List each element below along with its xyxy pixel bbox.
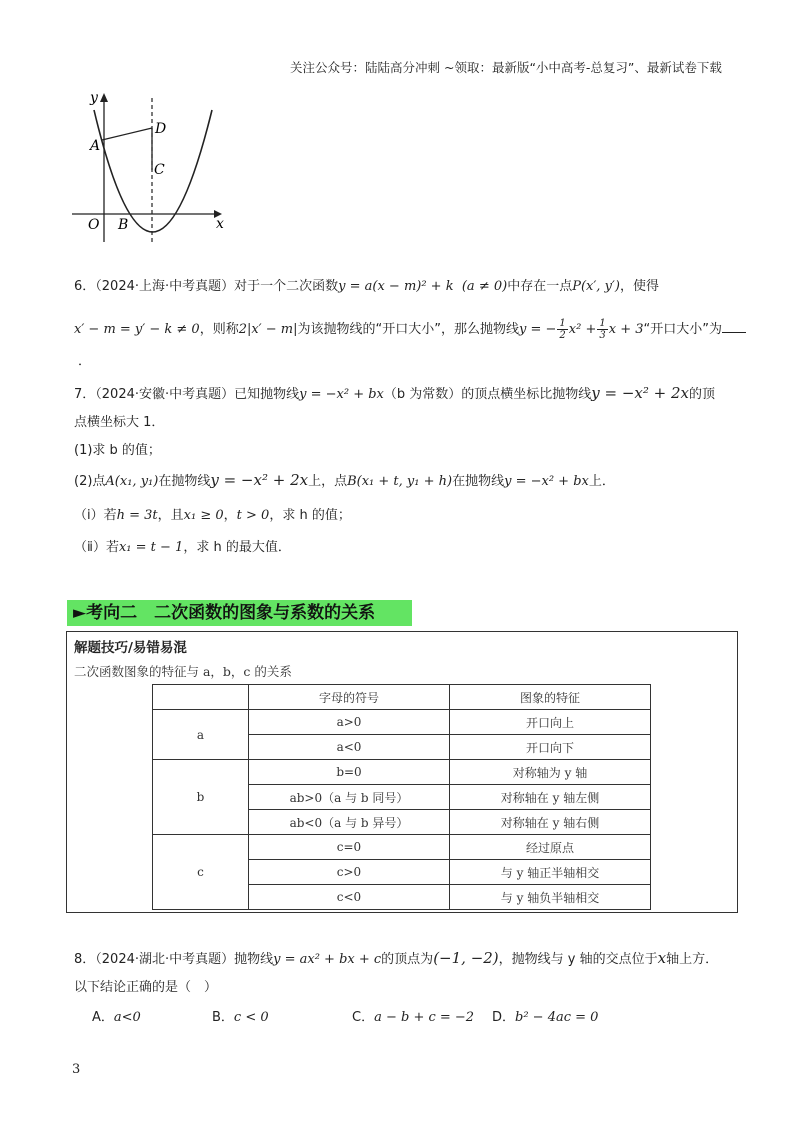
q7-sub1: （ⅰ）若h = 3t，且x₁ ≥ 0，t > 0，求 h 的值；	[74, 508, 351, 523]
q8-line2: 以下结论正确的是（ ）	[74, 980, 218, 995]
feature-cell: 对称轴在 y 轴左侧	[450, 785, 651, 810]
label-y: y	[90, 90, 98, 106]
feature-cell: 与 y 轴正半轴相交	[450, 860, 651, 885]
label-o: O	[88, 217, 100, 233]
table-header-blank	[153, 685, 249, 710]
sign-cell: ab>0（a 与 b 同号）	[249, 785, 450, 810]
q7-sub2: （ⅱ）若x₁ = t − 1，求 h 的最大值．	[74, 540, 291, 555]
feature-cell: 开口向下	[450, 735, 651, 760]
tips-title: 解题技巧/易错易混	[74, 640, 187, 656]
fraction-half: $\frac{1}{2}$	[559, 318, 566, 341]
q8-line1: 8．（2024·湖北·中考真题）抛物线y = ax² + bx + c的顶点为(−1, −2)，抛物线与 y 轴的交点位于x轴上方．	[74, 949, 719, 967]
feature-cell: 开口向上	[450, 710, 651, 735]
sign-cell: b=0	[249, 760, 450, 785]
group-cell-c: c	[153, 835, 249, 910]
feature-cell: 经过原点	[450, 835, 651, 860]
table-row	[153, 760, 651, 785]
feature-cell: 对称轴在 y 轴右侧	[450, 810, 651, 835]
answer-blank[interactable]	[722, 320, 746, 333]
sign-cell: c<0	[249, 885, 450, 910]
table-header-row	[153, 685, 651, 710]
label-x: x	[216, 216, 224, 232]
q6-line1: 6．（2024·上海·中考真题）对于一个二次函数y = a(x − m)² + k (a ≠ 0)中存在一点P(x′, y′)，使得	[74, 279, 659, 294]
table-row	[153, 835, 651, 860]
group-cell-b: b	[153, 760, 249, 835]
group-cell-a: a	[153, 710, 249, 760]
q7-line1: 7．（2024·安徽·中考真题）已知抛物线y = −x² + bx（b 为常数）的顶点横坐标比抛物线y = −x² + 2x的顶	[74, 384, 716, 402]
label-b: B	[118, 217, 129, 233]
feature-cell: 对称轴为 y 轴	[450, 760, 651, 785]
section-banner	[67, 600, 412, 626]
sign-cell: c>0	[249, 860, 450, 885]
label-c: C	[154, 162, 165, 178]
section-title: ►考向二 二次函数的图象与系数的关系	[73, 603, 376, 623]
q7-line2: 点横坐标大 1．	[74, 415, 165, 430]
table-header-feature: 图象的特征	[450, 685, 651, 710]
q6-line2: x′ − m = y′ − k ≠ 0，则称2|x′ − m|为该抛物线的“开口大小”，那么抛物线y = − $\frac{1}{2}$ x² + $\frac{1}{3}$ x + 3“开口大小”为	[74, 318, 746, 341]
q7-part2: (2)点A(x₁, y₁)在抛物线y = −x² + 2x上，点B(x₁ + t, y₁ + h)在抛物线y = −x² + bx上．	[74, 471, 615, 489]
q8-option-b[interactable]: B．c < 0	[212, 1010, 269, 1025]
relation-table	[152, 684, 651, 910]
sign-cell: ab<0（a 与 b 异号）	[249, 810, 450, 835]
q8-option-d[interactable]: D．b² − 4ac = 0	[492, 1010, 599, 1025]
y-axis-arrow	[100, 93, 108, 102]
tips-subtitle: 二次函数图象的特征与 a，b，c 的关系	[74, 664, 292, 679]
table-header-sign: 字母的符号	[249, 685, 450, 710]
label-a: A	[90, 138, 101, 154]
sign-cell: c=0	[249, 835, 450, 860]
page-header: 关注公众号：陆陆高分冲刺 ~领取：最新版“小中高考-总复习”、最新试卷下载	[290, 60, 722, 75]
q8-option-a[interactable]: A．a<0	[92, 1010, 141, 1025]
q8-option-c[interactable]: C．a − b + c = −2	[352, 1010, 475, 1025]
q6-line3: ．	[78, 354, 92, 369]
fraction-third: $\frac{1}{3}$	[599, 318, 606, 341]
label-d: D	[155, 121, 167, 137]
table-row	[153, 710, 651, 735]
parabola-graph	[66, 88, 236, 248]
feature-cell: 与 y 轴负半轴相交	[450, 885, 651, 910]
q7-part1: (1)求 b 的值；	[74, 443, 161, 458]
sign-cell: a<0	[249, 735, 450, 760]
sign-cell: a>0	[249, 710, 450, 735]
page-number: 3	[72, 1062, 81, 1077]
segment-ad	[102, 128, 152, 140]
